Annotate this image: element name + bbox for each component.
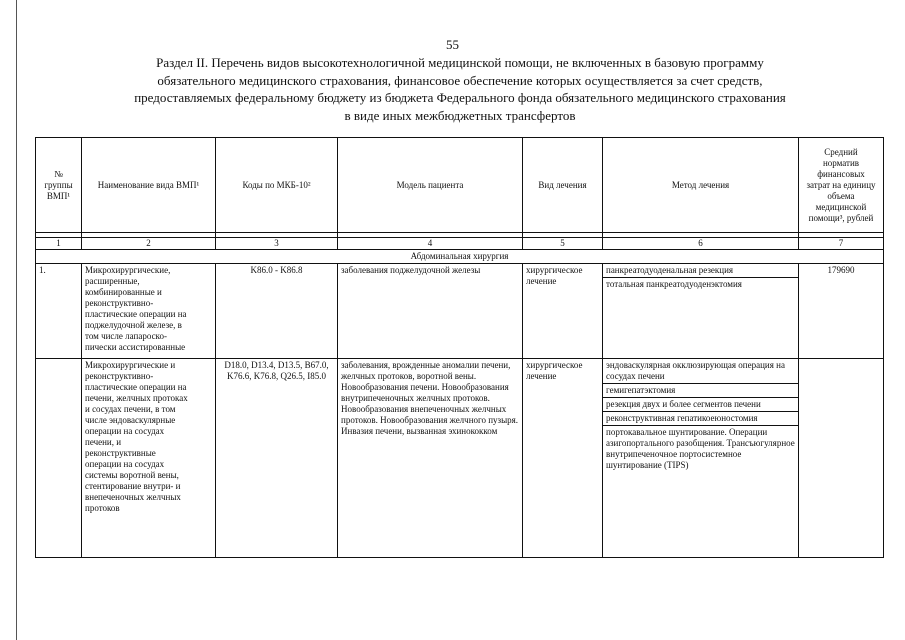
subsection-row <box>36 250 884 264</box>
method-item: эндоваскулярная окклюзирующая операция на сосудах печени <box>603 359 798 384</box>
row-methods <box>603 264 799 359</box>
page-number: 55 <box>446 37 459 52</box>
table-row <box>36 264 884 359</box>
column-number: 7 <box>799 238 884 250</box>
column-number: 5 <box>523 238 603 250</box>
row-group <box>36 359 82 558</box>
row-group: 1. <box>36 264 82 359</box>
method-item: резекция двух и более сегментов печени <box>603 398 798 412</box>
row-methods <box>603 359 799 558</box>
method-item: реконструктивная гепатикоеюностомия <box>603 412 798 426</box>
table-row <box>36 359 884 558</box>
header-treatment: Вид лечения <box>523 138 603 233</box>
section-title-line: обязательного медицинского страхования, финансовое обеспечение которых осуществляется за счет средств, <box>157 72 763 88</box>
row-model: заболевания, врожденные аномалии печени, желчных протоков, воротной вены. Новообразования печени. Новообразования внутрипеченочных желчных протоков. Новообразования внепеченочных желчных протоков. Новообразования желчного пузыря. Инвазия печени, вызванная эхинококком <box>338 359 523 558</box>
method-item: портокавальное шунтирование. Операции азигопортального разобщения. Трансъюгулярное внутрипеченочное портосистемное шунтирование (TIPS) <box>606 427 795 470</box>
row-codes: K86.0 - K86.8 <box>216 264 338 359</box>
header-cost: Средний норматив финансовых затрат на единицу объема медицинской помощи³, рублей <box>799 138 884 233</box>
method-item: тотальная панкреатодуоденэктомия <box>606 279 742 289</box>
section-title-line: Раздел II. Перечень видов высокотехнологичной медицинской помощи, не включенных в базовую программу <box>156 55 764 70</box>
section-title <box>60 54 860 124</box>
table-header-row <box>36 138 884 233</box>
header-name: Наименование вида ВМП¹ <box>82 138 216 233</box>
header-method: Метод лечения <box>603 138 799 233</box>
row-name: Микрохирургические и реконструктивно- пластические операции на печени, желчных протоках и сосудах печени, в том числе эндоваскулярные операции на сосудах печени, и реконструктивные операции на сосудах системы воротной вены, стентирование внутри- и внепеченочных желчных протоков <box>82 359 216 558</box>
method-item: панкреатодуоденальная резекция <box>603 264 798 278</box>
section-title-line: предоставляемых федеральному бюджету из бюджета Федерального фонда обязательного медицинского страхования <box>134 90 786 105</box>
row-codes: D18.0, D13.4, D13.5, B67.0, K76.6, K76.8, Q26.5, I85.0 <box>216 359 338 558</box>
row-name: Микрохирургические, расширенные, комбинированные и реконструктивно- пластические операции на поджелудочной железе, в том числе лапароско- пически ассистированные <box>82 264 216 359</box>
header-model: Модель пациента <box>338 138 523 233</box>
subsection-title: Абдоминальная хирургия <box>36 250 884 264</box>
header-codes: Коды по МКБ-10² <box>216 138 338 233</box>
column-number: 2 <box>82 238 216 250</box>
column-number: 6 <box>603 238 799 250</box>
vmp-table <box>35 137 884 558</box>
row-cost: 179690 <box>799 264 884 359</box>
header-group: № группы ВМП¹ <box>36 138 82 233</box>
row-cost <box>799 359 884 558</box>
row-model: заболевания поджелудочной железы <box>338 264 523 359</box>
column-number: 4 <box>338 238 523 250</box>
page-margin-rule <box>16 0 17 640</box>
column-number-row <box>36 238 884 250</box>
row-treatment: хирургическое лечение <box>523 264 603 359</box>
column-number: 1 <box>36 238 82 250</box>
row-treatment: хирургическое лечение <box>523 359 603 558</box>
section-title-line: в виде иных межбюджетных трансфертов <box>344 107 576 123</box>
method-item: гемигепатэктомия <box>603 384 798 398</box>
column-number: 3 <box>216 238 338 250</box>
